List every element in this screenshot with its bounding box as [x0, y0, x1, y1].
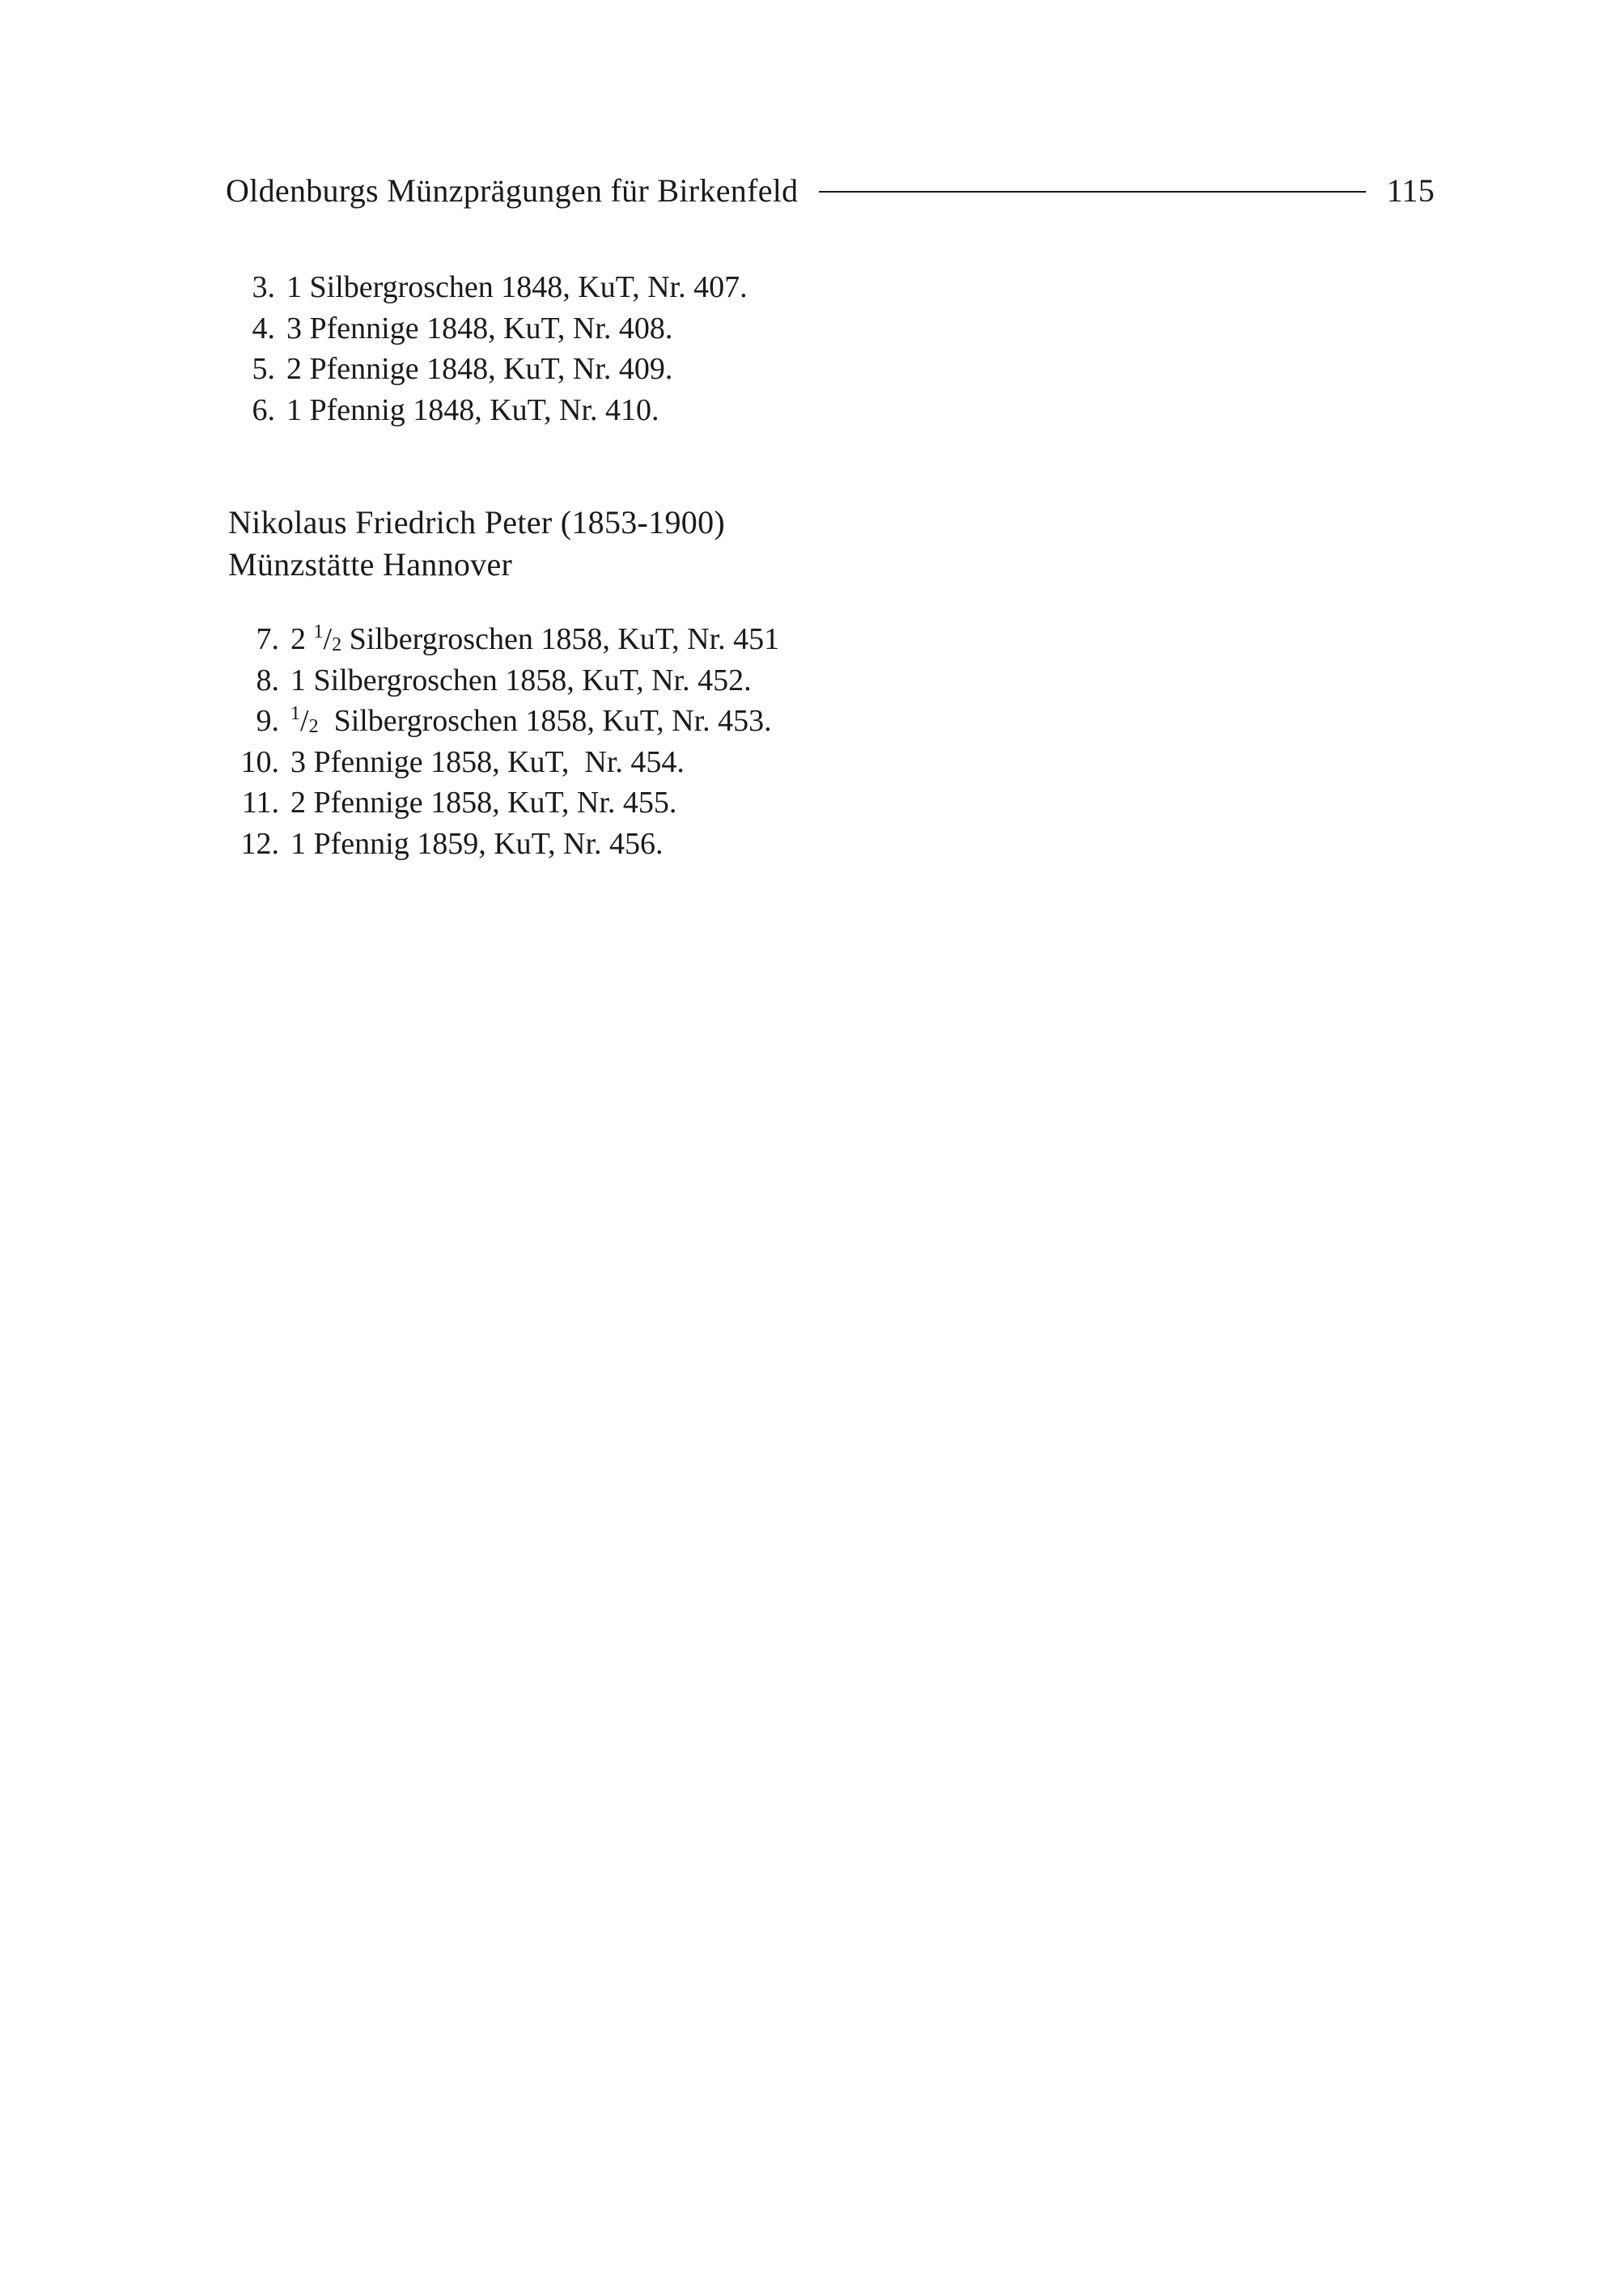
item-number: 8. [256, 663, 279, 697]
item-text: 1 Silbergroschen 1858, KuT, Nr. 452. [290, 663, 752, 697]
list-item [226, 742, 779, 783]
coin-list-1848 [226, 267, 748, 430]
item-text: 3 Pfennige 1848, KuT, Nr. 408. [286, 311, 673, 345]
fraction-numerator: 1 [290, 703, 300, 724]
running-head-rule [819, 191, 1365, 193]
item-text: 1 Pfennig 1859, KuT, Nr. 456. [290, 826, 664, 861]
fraction-half: $^1/_2$ [313, 621, 342, 656]
item-text: 1 Silbergroschen 1848, KuT, Nr. 407. [286, 270, 748, 304]
list-item [226, 267, 748, 308]
item-number: 4. [252, 311, 275, 345]
item-text [290, 619, 779, 660]
section-heading-ruler: Nikolaus Friedrich Peter (1853-1900) [228, 504, 726, 540]
item-text [290, 701, 772, 742]
list-item [226, 308, 748, 350]
item-text: 1 Pfennig 1848, KuT, Nr. 410. [286, 392, 659, 427]
list-item [226, 660, 779, 701]
running-head-title: Oldenburgs Münzprägungen für Birkenfeld [226, 172, 799, 209]
fraction-denominator: 2 [308, 716, 319, 737]
item-number: 9. [256, 704, 279, 738]
fraction-numerator: 1 [313, 621, 324, 642]
item-number: 10. [240, 744, 279, 779]
item-text: 3 Pfennige 1858, KuT, Nr. 454. [290, 744, 685, 779]
list-item [226, 782, 779, 824]
item-number: 11. [241, 786, 279, 820]
list-item [226, 349, 748, 390]
list-item [226, 701, 779, 742]
list-item [226, 390, 748, 431]
coin-list-1858 [226, 619, 779, 864]
section-heading-mint: Münzstätte Hannover [228, 546, 513, 583]
item-number: 6. [252, 392, 275, 427]
item-number: 3. [252, 270, 275, 304]
item-rest: Silbergroschen 1858, KuT, Nr. 451 [349, 622, 780, 656]
section-heading [228, 502, 725, 586]
item-number: 12. [240, 826, 279, 861]
list-item [226, 619, 779, 660]
fraction-denominator: 2 [332, 634, 342, 655]
item-text: 2 Pfennige 1858, KuT, Nr. 455. [290, 786, 677, 820]
list-item [226, 824, 779, 865]
item-text: 2 Pfennige 1848, KuT, Nr. 409. [286, 352, 673, 386]
fraction-half: $^1/_2$ [290, 703, 319, 738]
page-number: 115 [1386, 172, 1435, 209]
item-number: 7. [256, 622, 279, 656]
item-rest: Silbergroschen 1858, KuT, Nr. 453. [333, 704, 772, 738]
item-prefix: 2 [290, 622, 314, 656]
running-head [226, 166, 1435, 214]
item-number: 5. [252, 352, 275, 386]
